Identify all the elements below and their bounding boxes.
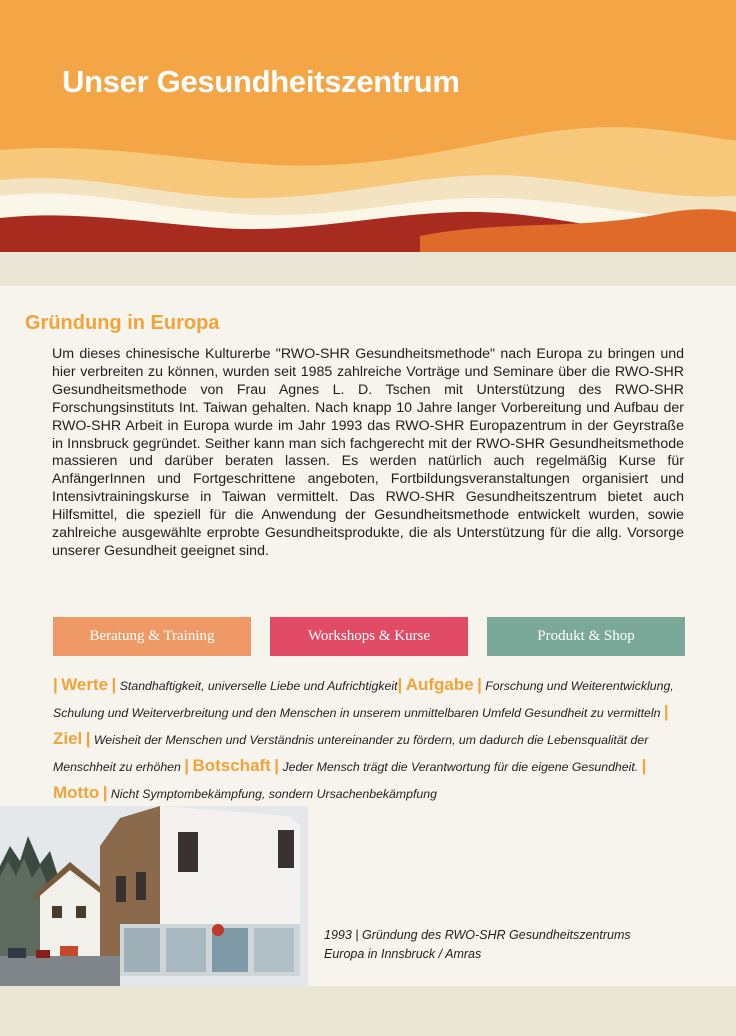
keyword-botschaft: Botschaft: [192, 756, 271, 775]
aufgabe-text: Forschung und Weiterentwicklung, Schulung und Weiterverbreitung und den Menschen in unserem unmittelbaren Umfeld Gesundheit zu vermitteln: [53, 679, 674, 720]
workshops-kurse-button[interactable]: Workshops & Kurse: [270, 617, 468, 656]
caption-line-2: Europa in Innsbruck / Amras: [324, 947, 482, 961]
separator: |: [663, 702, 669, 721]
photo-caption: [324, 926, 682, 964]
separator: |: [102, 783, 108, 802]
footer-band: [0, 986, 736, 1036]
keyword-werte: Werte: [61, 675, 109, 694]
page-title: Unser Gesundheitszentrum: [62, 64, 460, 99]
ziel-text: Weisheit der Menschen und Verständnis untereinander zu fördern, um dadurch die Lebensqualität der Menschheit zu erhöhen: [53, 733, 649, 774]
values-paragraph: [53, 672, 685, 807]
separator: |: [397, 675, 403, 694]
section-title: Gründung in Europa: [25, 312, 220, 334]
beratung-training-button[interactable]: Beratung & Training: [53, 617, 251, 656]
keyword-ziel: Ziel: [53, 729, 83, 748]
produkt-shop-button[interactable]: Produkt & Shop: [487, 617, 685, 656]
header-banner: [0, 0, 736, 252]
wave-decoration: [0, 0, 736, 252]
section-body: Um dieses chinesische Kulturerbe "RWO-SHR Gesundheitsmethode" nach Europa zu bringen und hier verbreiten zu können, wurden seit 1985 zahlreiche Vorträge und Seminare über die RWO-SHR Gesundheitsmethode von Frau Agnes L. D. Tschen mit Unterstützung des RWO-SHR Forschungsinstituts Int. Taiwan gehalten. Nach knapp 10 Jahre langer Vorbereitung und Aufbau der RWO-SHR Arbeit in Europa wurde im Jahr 1993 das RWO-SHR Europazentrum in der Geyrstraße in Innsbruck gegründet. Seither kann man sich fachgerecht mit der RWO-SHR Gesundheitsmethode massieren und darüber beraten lassen. Es werden natürlich auch regelmäßig Kurse für AnfängerInnen und Fortgeschrittene angeboten, Fortbildungsveranstaltungen organisiert und Intensivtrainingskurse in Taiwan vermittelt. Das RWO-SHR Gesundheitszentrum bietet auch Hilfsmittel, die speziell für die Anwendung der Gesundheitsmethode entwickelt wurden, sowie zahlreiche ausgewählte erprobte Gesundheitsprodukte, die als Unterstützung für die allg. Vorsorge unserer Gesundheit geeignet sind.: [52, 346, 684, 559]
separator: |: [274, 756, 280, 775]
botschaft-text: Jeder Mensch trägt die Verantwortung für die eigene Gesundheit.: [282, 760, 639, 774]
separator: |: [111, 675, 117, 694]
keyword-motto: Motto: [53, 783, 100, 802]
keyword-aufgabe: Aufgabe: [405, 675, 474, 694]
separator: |: [184, 756, 190, 775]
divider-band: [0, 252, 736, 286]
werte-text: Standhaftigkeit, universelle Liebe und Aufrichtigkeit: [119, 679, 398, 693]
separator: |: [85, 729, 91, 748]
separator: |: [641, 756, 647, 775]
separator: |: [53, 675, 58, 694]
motto-text: Nicht Symptombekämpfung, sondern Ursachenbekämpfung: [110, 787, 437, 801]
separator: |: [477, 675, 482, 694]
caption-line-1: 1993 | Gründung des RWO-SHR Gesundheitszentrums: [324, 928, 631, 942]
building-photo: [0, 806, 308, 986]
